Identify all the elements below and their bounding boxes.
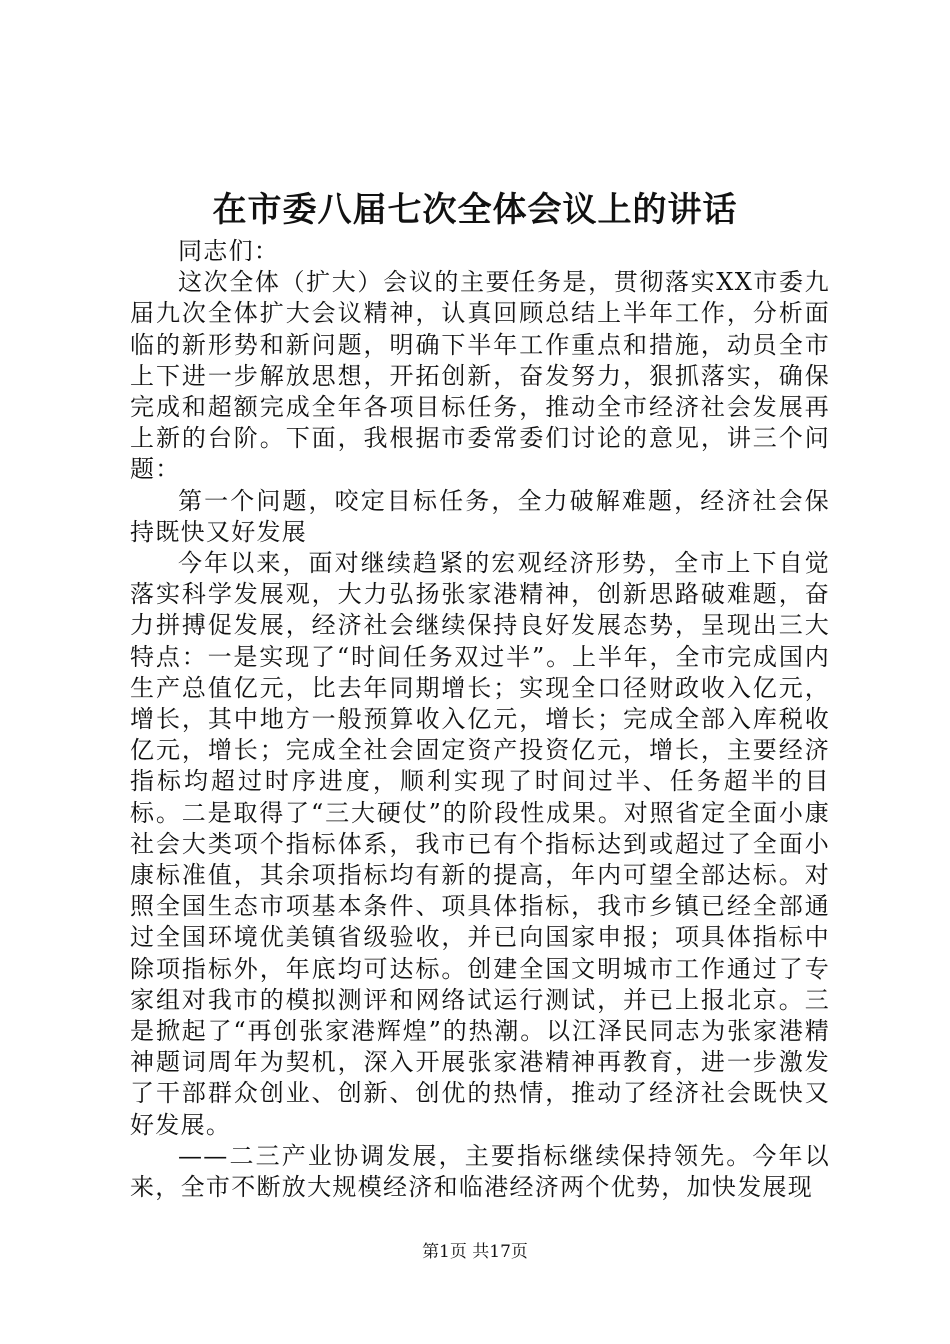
paragraph-industry: ——二三产业协调发展，主要指标继续保持领先。今年以来，全市不断放大规模经济和临港经济两个优势，加快发展现 bbox=[130, 1141, 830, 1202]
section-heading: 第一个问题，咬定目标任务，全力破解难题，经济社会保持既快又好发展 bbox=[130, 486, 830, 546]
paragraph-achievements: 今年以来，面对继续趋紧的宏观经济形势，全市上下自觉落实科学发展观，大力弘扬张家港精神，创新思路破难题，奋力拼搏促发展，经济社会继续保持良好发展态势，呈现出三大特点：一是实现了“时间任务双过半”。上半年，全市完成国内生产总值亿元，比去年同期增长；实现全口径财政收入亿元，增长，其中地方一般预算收入亿元，增长；完成全部入库税收亿元，增长；完成全社会固定资产投资亿元，增长，主要经济指标均超过时序进度，顺利实现了时间过半、任务超半的目标。二是取得了“三大硬仗”的阶段性成果。对照省定全面小康社会大类项个指标体系，我市已有个指标达到或超过了全面小康标准值，其余项指标均有新的提高，年内可望全部达标。对照全国生态市项基本条件、项具体指标，我市乡镇已经全部通过全国环境优美镇省级验收，并已向国家申报；项具体指标中除项指标外，年底均可达标。创建全国文明城市工作通过了专家组对我市的模拟测评和网络试运行测试，并已上报北京。三是掀起了“再创张家港辉煌”的热潮。以江泽民同志为张家港精神题词周年为契机，深入开展张家港精神再教育，进一步激发了干部群众创业、创新、创优的热情，推动了经济社会既快又好发展。 bbox=[130, 549, 830, 1139]
salutation: 同志们： bbox=[178, 237, 280, 265]
document-body bbox=[130, 236, 830, 1203]
paragraph-intro: 这次全体（扩大）会议的主要任务是，贯彻落实XX市委九届九次全体扩大会议精神，认真回顾总结上半年工作，分析面临的新形势和新问题，明确下半年工作重点和措施，动员全市上下进一步解放思想，开拓创新，奋发努力，狠抓落实，确保完成和超额完成全年各项目标任务，推动全市经济社会发展再上新的台阶。下面，我根据市委常委们讨论的意见，讲三个问题： bbox=[130, 268, 830, 484]
page-number-footer: 第1页 共17页 bbox=[422, 1242, 528, 1262]
document-title: 在市委八届七次全体会议上的讲话 bbox=[212, 190, 738, 230]
